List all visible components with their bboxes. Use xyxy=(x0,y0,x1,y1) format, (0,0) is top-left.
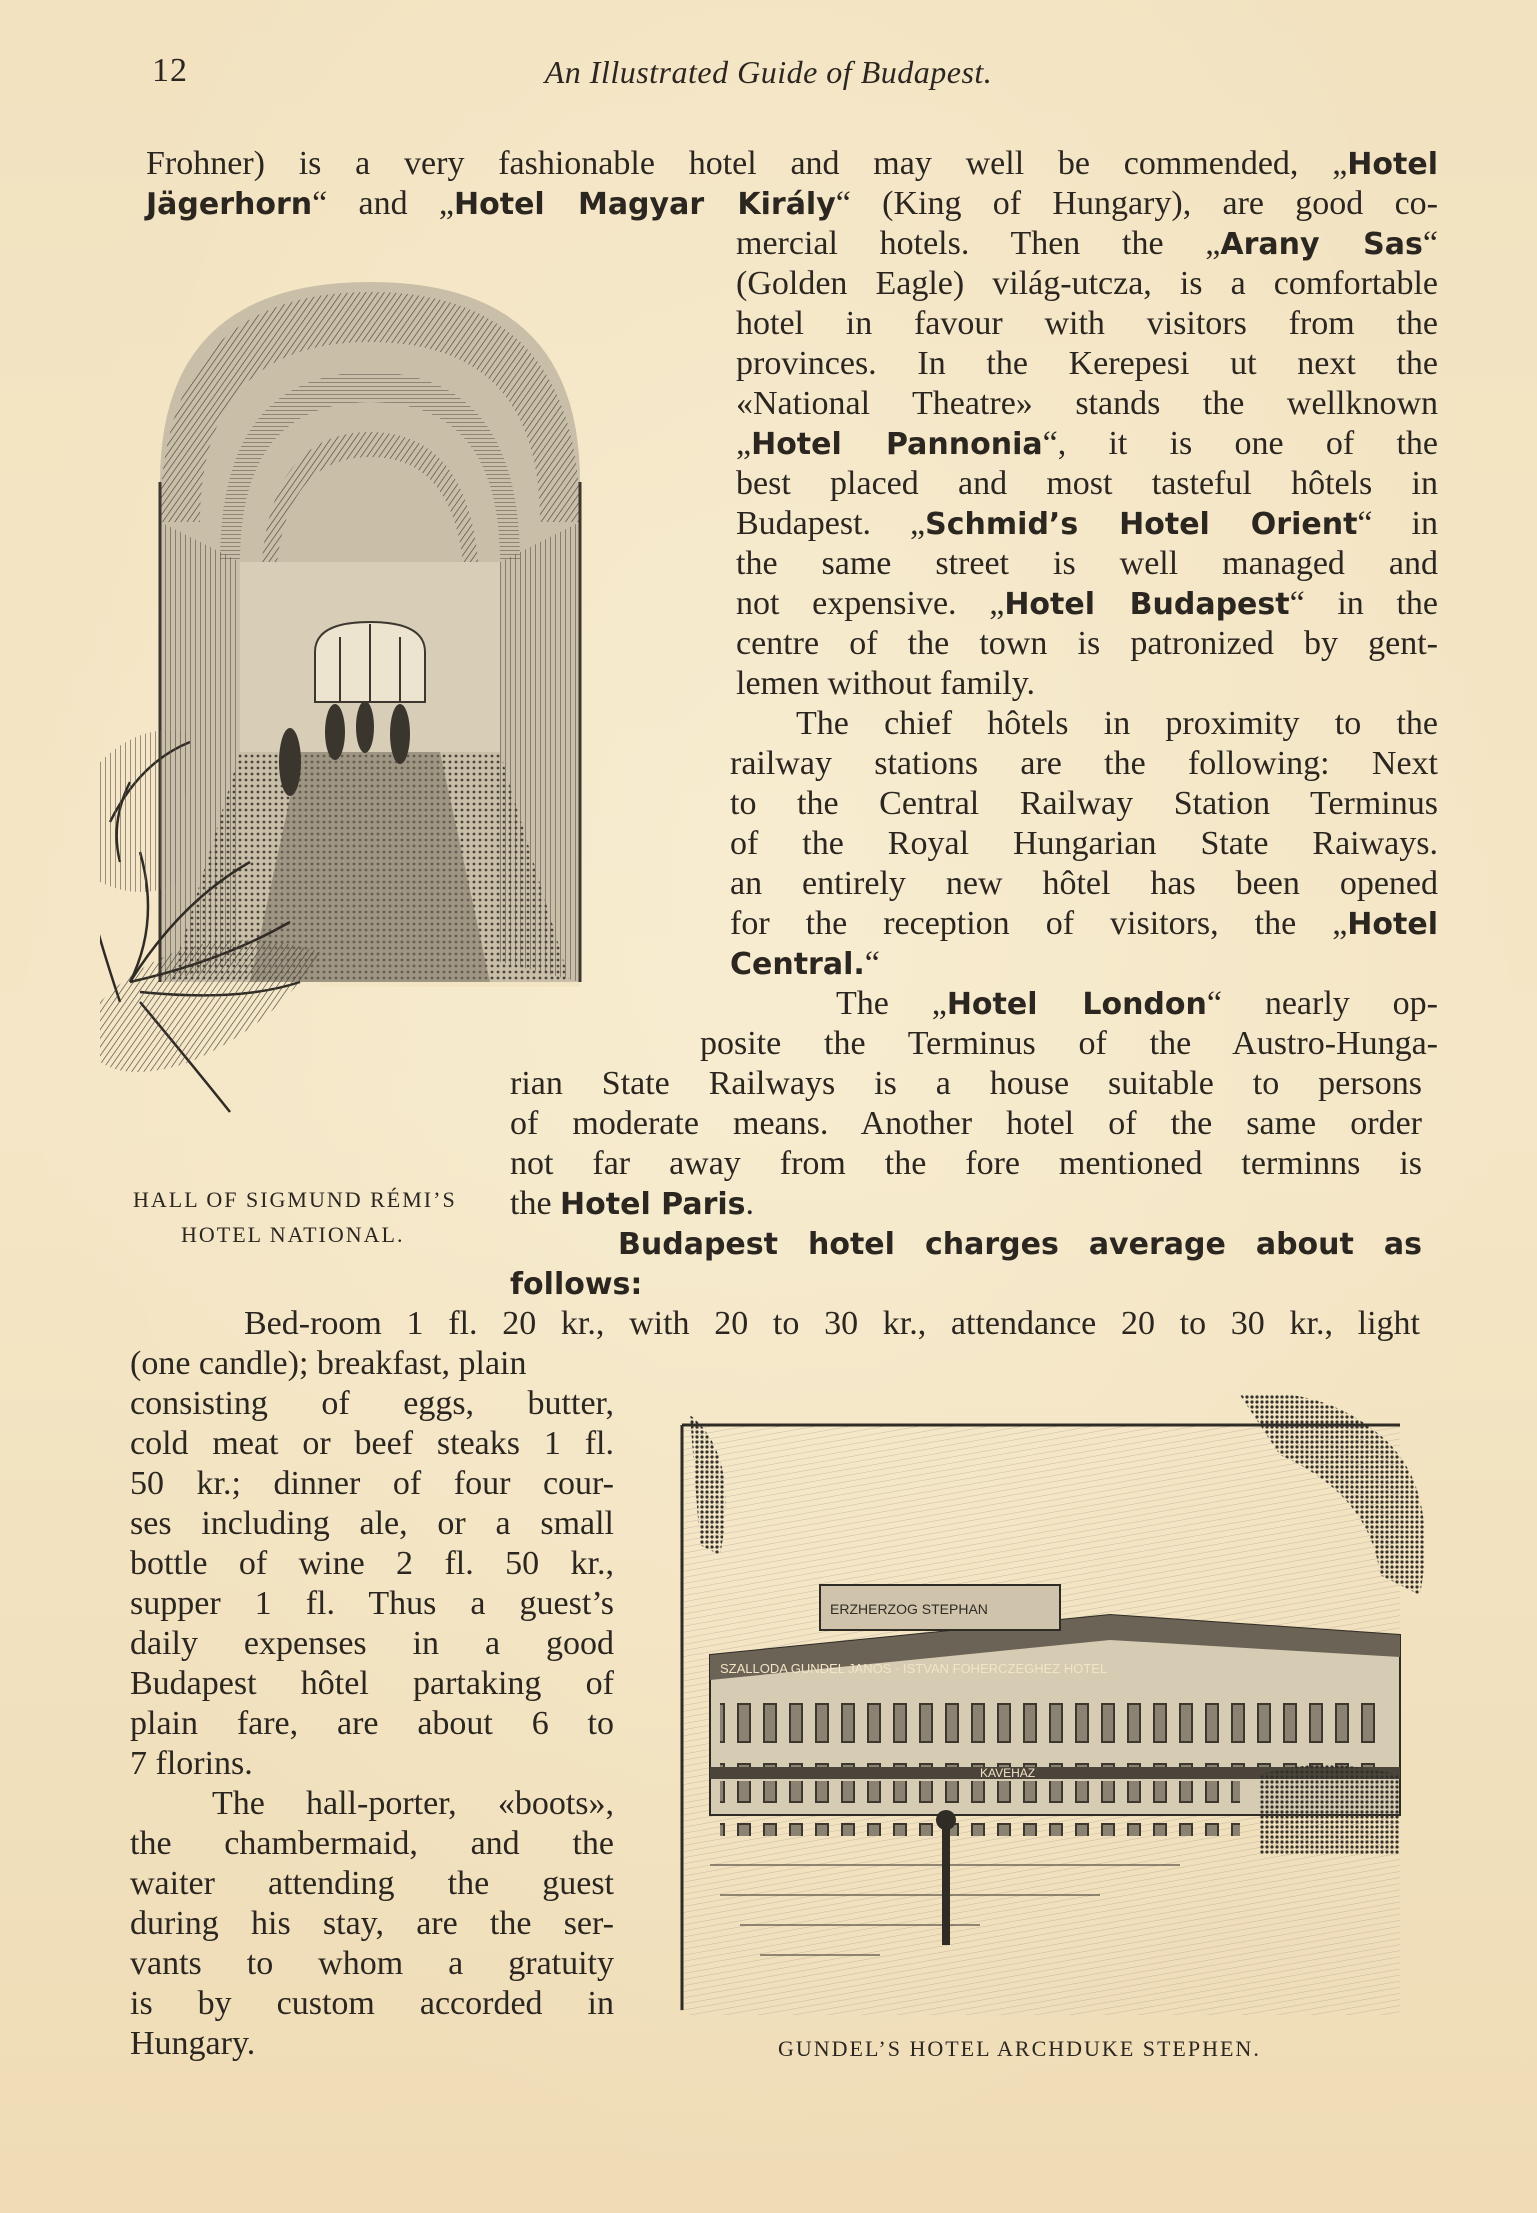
text-line-45: during his stay, are the ser- xyxy=(130,1905,614,1942)
text-line-39: Budapest hôtel partaking of xyxy=(130,1665,614,1702)
text-line-3: mercial hotels. Then the „Arany Sas“ xyxy=(736,225,1438,262)
text-line-29: follows: xyxy=(510,1267,643,1302)
text-line-40: plain fare, are about 6 to xyxy=(130,1705,614,1742)
sign-top: ERZHERZOG STEPHAN xyxy=(830,1601,988,1617)
hall-vault xyxy=(160,282,580,982)
text-line-11: the same street is well managed and xyxy=(736,545,1438,582)
text-line-46: vants to whom a gratuity xyxy=(130,1945,614,1982)
text-line-31: (one candle); breakfast, plain xyxy=(130,1345,527,1382)
text-line-22: The „Hotel London“ nearly op- xyxy=(836,985,1438,1022)
text-line-41: 7 florins. xyxy=(130,1745,253,1782)
text-line-37: supper 1 fl. Thus a guest’s xyxy=(130,1585,614,1622)
hall-caption-line1: HALL OF SIGMUND RÉMI’S xyxy=(133,1187,457,1212)
text-line-48: Hungary. xyxy=(130,2025,256,2062)
text-line-12: not expensive. „Hotel Budapest“ in the xyxy=(736,585,1438,622)
text-line-20: for the reception of visitors, the „Hotel xyxy=(730,905,1438,942)
text-line-5: hotel in favour with visitors from the xyxy=(736,305,1438,342)
text-line-30: Bed-room 1 fl. 20 kr., with 20 to 30 kr., attendance 20 to 30 kr., light xyxy=(244,1305,1420,1342)
text-line-36: bottle of wine 2 fl. 50 kr., xyxy=(130,1545,614,1582)
text-line-44: waiter attending the guest xyxy=(130,1865,614,1902)
text-line-35: ses including ale, or a small xyxy=(130,1505,614,1542)
text-line-28: Budapest hotel charges average about as xyxy=(618,1227,1422,1262)
hall-caption-line2: HOTEL NATIONAL. xyxy=(181,1222,405,1247)
text-line-21: Central.“ xyxy=(730,945,880,982)
text-line-4: (Golden Eagle) világ-utcza, is a comfortable xyxy=(736,265,1438,302)
text-line-13: centre of the town is patronized by gent- xyxy=(736,625,1438,662)
text-line-34: 50 kr.; dinner of four cour- xyxy=(130,1465,614,1502)
text-line-27: the Hotel Paris. xyxy=(510,1185,755,1222)
text-line-1: Frohner) is a very fashionable hotel and may well be commended, „Hotel xyxy=(146,145,1438,182)
text-line-10: Budapest. „Schmid’s Hotel Orient“ in xyxy=(736,505,1438,542)
archduke-engraving xyxy=(680,1395,1450,2015)
text-line-18: of the Royal Hungarian State Raiways. xyxy=(730,825,1438,862)
text-line-9: best placed and most tasteful hôtels in xyxy=(736,465,1438,502)
sign-ground: KAVEHAZ xyxy=(980,1766,1036,1780)
text-line-23: posite the Terminus of the Austro-Hunga- xyxy=(700,1025,1438,1062)
text-line-19: an entirely new hôtel has been opened xyxy=(730,865,1438,902)
text-line-15: The chief hôtels in proximity to the xyxy=(796,705,1438,742)
text-line-42: The hall-porter, «boots», xyxy=(212,1785,614,1822)
text-line-16: railway stations are the following: Next xyxy=(730,745,1438,782)
text-line-8: „Hotel Pannonia“, it is one of the xyxy=(736,425,1438,462)
hall-engraving xyxy=(100,262,670,1132)
text-line-25: of moderate means. Another hotel of the same order xyxy=(510,1105,1422,1142)
sign-facade: SZALLODA GUNDEL JANOS · ISTVAN FOHERCZEGHEZ HOTEL xyxy=(720,1661,1108,1676)
text-line-47: is by custom accorded in xyxy=(130,1985,614,2022)
text-line-33: cold meat or beef steaks 1 fl. xyxy=(130,1425,614,1462)
archduke-caption: GUNDEL’S HOTEL ARCHDUKE STEPHEN. xyxy=(778,2036,1261,2061)
text-line-43: the chambermaid, and the xyxy=(130,1825,614,1862)
text-line-14: lemen without family. xyxy=(736,665,1036,702)
text-line-26: not far away from the fore mentioned terminns is xyxy=(510,1145,1422,1182)
text-line-24: rian State Railways is a house suitable to persons xyxy=(510,1065,1422,1102)
text-line-2: Jägerhorn“ and „Hotel Magyar Király“ (King of Hungary), are good co- xyxy=(146,185,1438,222)
text-line-6: provinces. In the Kerepesi ut next the xyxy=(736,345,1438,382)
text-line-17: to the Central Railway Station Terminus xyxy=(730,785,1438,822)
running-title: An Illustrated Guide of Budapest. xyxy=(544,54,993,90)
page-number: 12 xyxy=(152,52,188,89)
text-line-32: consisting of eggs, butter, xyxy=(130,1385,614,1422)
text-line-38: daily expenses in a good xyxy=(130,1625,614,1662)
text-line-7: «National Theatre» stands the wellknown xyxy=(736,385,1438,422)
